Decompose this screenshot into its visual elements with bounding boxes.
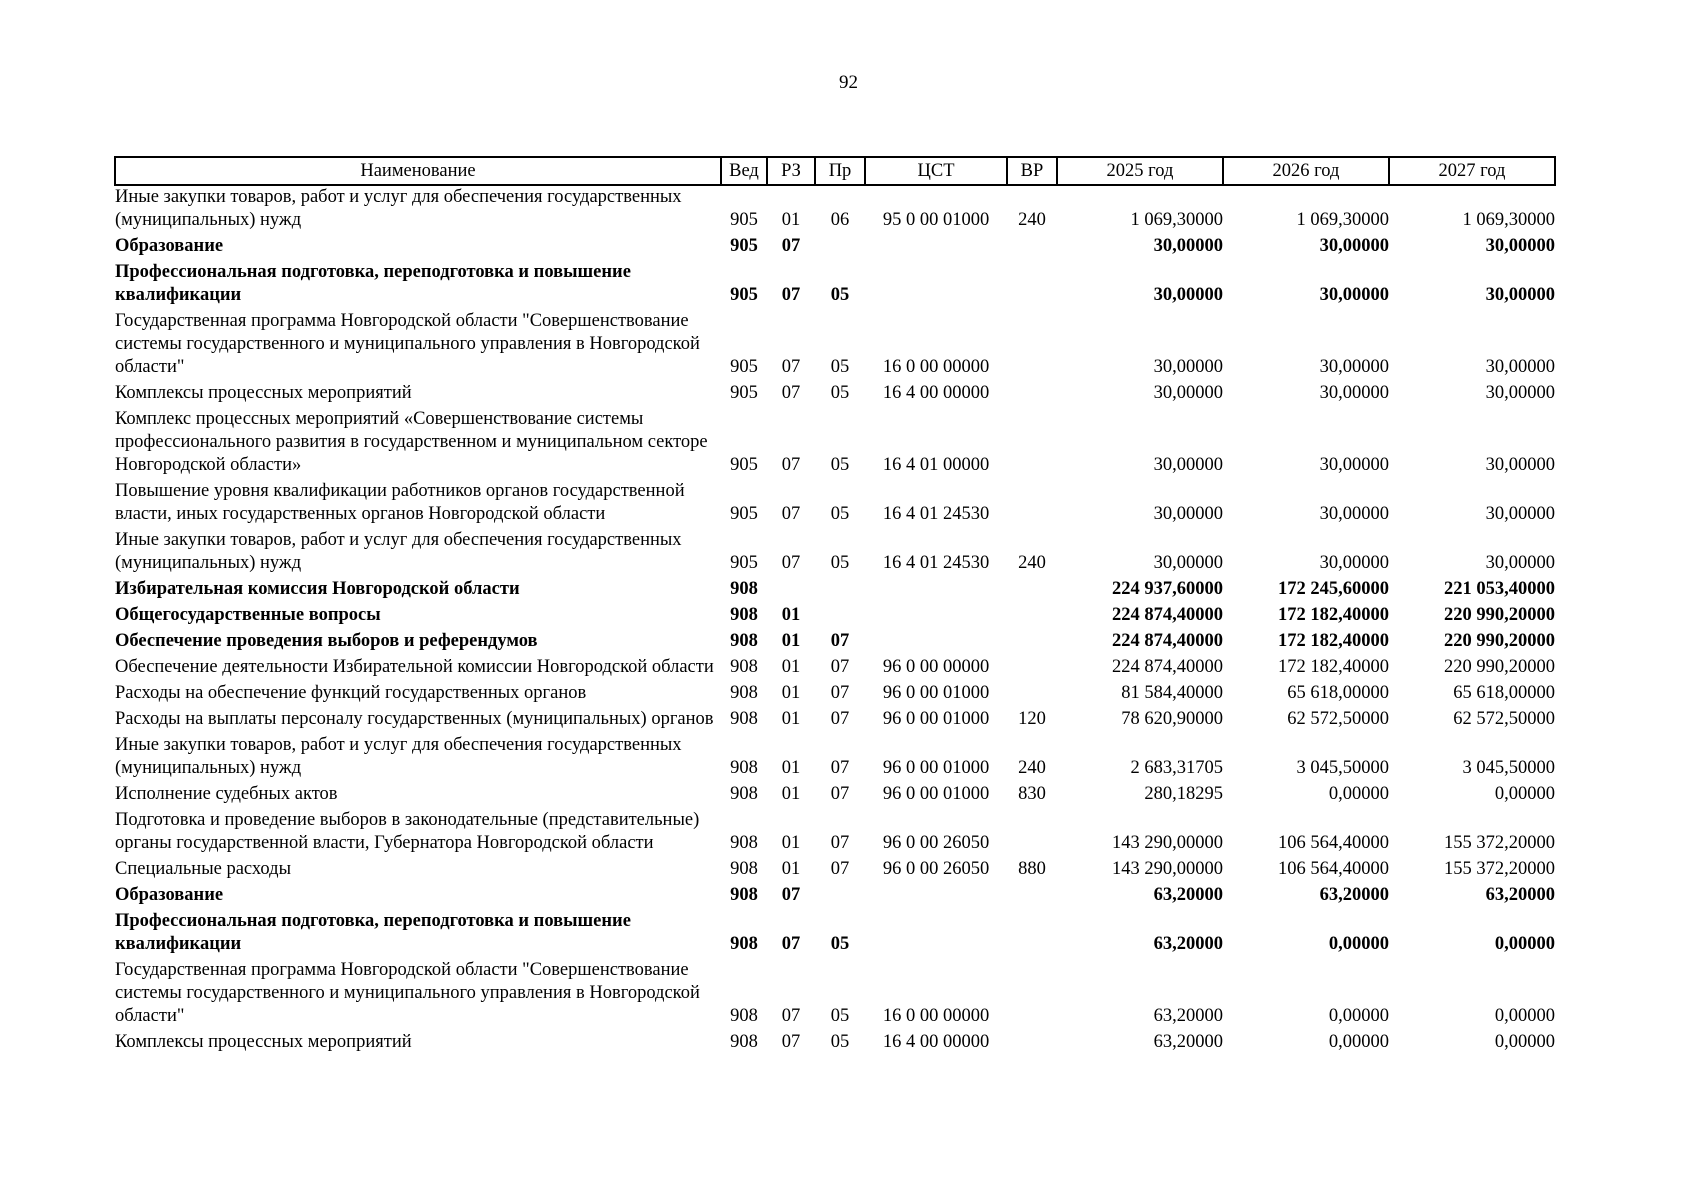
cell-y2025: 280,18295 [1144, 784, 1223, 804]
cell-rz: 01 [781, 758, 801, 778]
cell-y2025: 63,20000 [1153, 1006, 1223, 1026]
cell-rz: 01 [781, 833, 801, 853]
table-row [115, 185, 1555, 235]
cell-name: Обеспечение проведения выборов и референдумов [115, 631, 538, 651]
cell-rz: 07 [781, 285, 801, 305]
table-row [115, 1031, 1555, 1057]
cell-y2027: 220 990,20000 [1444, 657, 1555, 677]
table-row [115, 884, 1555, 910]
cell-vr [1007, 578, 1057, 604]
cell-ved: 908 [730, 1006, 758, 1026]
table-row [115, 235, 1555, 261]
header-ved: Вед [721, 157, 767, 185]
cell-cst: 16 4 01 24530 [882, 553, 990, 573]
cell-y2026: 172 182,40000 [1278, 605, 1389, 625]
cell-rz: 07 [781, 383, 801, 403]
cell-y2026: 30,00000 [1319, 285, 1389, 305]
cell-vr [1007, 682, 1057, 708]
cell-ved: 908 [730, 784, 758, 804]
cell-pr [815, 578, 865, 604]
table-row [115, 734, 1555, 783]
cell-pr [815, 604, 865, 630]
cell-pr: 07 [830, 709, 850, 729]
cell-y2026: 30,00000 [1319, 357, 1389, 377]
cell-y2025: 63,20000 [1153, 934, 1223, 954]
cell-rz: 01 [781, 210, 801, 230]
cell-y2025: 143 290,00000 [1112, 833, 1223, 853]
cell-pr: 06 [830, 210, 850, 230]
cell-cst [865, 261, 1007, 310]
cell-cst: 96 0 00 00000 [882, 657, 990, 677]
cell-pr: 05 [830, 504, 850, 524]
table-row [115, 809, 1555, 858]
cell-pr: 05 [830, 934, 850, 954]
cell-y2027: 63,20000 [1485, 885, 1555, 905]
cell-y2027: 30,00000 [1485, 504, 1555, 524]
cell-y2026: 63,20000 [1319, 885, 1389, 905]
cell-name: Расходы на обеспечение функций государственных органов [115, 683, 587, 703]
cell-rz: 01 [781, 657, 801, 677]
table-row [115, 910, 1555, 959]
cell-ved: 905 [730, 383, 758, 403]
cell-y2025: 143 290,00000 [1112, 859, 1223, 879]
header-cst: ЦСТ [865, 157, 1007, 185]
cell-rz: 01 [781, 709, 801, 729]
cell-cst: 16 0 00 00000 [882, 1006, 990, 1026]
cell-vr [1007, 656, 1057, 682]
cell-pr: 05 [830, 285, 850, 305]
cell-pr: 07 [830, 657, 850, 677]
cell-ved: 908 [730, 859, 758, 879]
cell-rz: 07 [781, 455, 801, 475]
cell-name: Иные закупки товаров, работ и услуг для обеспечения государственных (муниципальных) нужд [115, 530, 682, 573]
cell-y2027: 30,00000 [1485, 236, 1555, 256]
cell-y2025: 30,00000 [1153, 357, 1223, 377]
cell-vr: 880 [1018, 859, 1046, 879]
cell-name: Комплексы процессных мероприятий [115, 1032, 412, 1052]
cell-name: Профессиональная подготовка, переподготовка и повышение квалификации [115, 262, 631, 305]
cell-ved: 908 [730, 657, 758, 677]
cell-y2025: 78 620,90000 [1121, 709, 1223, 729]
cell-y2027: 30,00000 [1485, 553, 1555, 573]
cell-y2025: 81 584,40000 [1121, 683, 1223, 703]
cell-rz: 01 [781, 605, 801, 625]
cell-pr: 07 [830, 683, 850, 703]
cell-y2027: 220 990,20000 [1444, 631, 1555, 651]
table-row [115, 529, 1555, 578]
cell-ved: 905 [730, 285, 758, 305]
cell-ved: 908 [730, 833, 758, 853]
table-row [115, 959, 1555, 1031]
header-2026: 2026 год [1223, 157, 1389, 185]
cell-ved: 908 [730, 1032, 758, 1052]
cell-name: Образование [115, 885, 224, 905]
cell-cst: 96 0 00 01000 [882, 784, 990, 804]
cell-cst: 16 4 00 00000 [882, 1032, 990, 1052]
table-header-row [115, 157, 1555, 185]
cell-y2027: 3 045,50000 [1462, 758, 1555, 778]
cell-y2026: 172 245,60000 [1278, 579, 1389, 599]
cell-y2025: 30,00000 [1153, 455, 1223, 475]
header-rz: РЗ [767, 157, 815, 185]
cell-pr [815, 235, 865, 261]
cell-cst [865, 630, 1007, 656]
cell-ved: 908 [730, 885, 758, 905]
cell-y2027: 65 618,00000 [1453, 683, 1555, 703]
cell-y2027: 221 053,40000 [1444, 579, 1555, 599]
cell-y2026: 30,00000 [1319, 455, 1389, 475]
cell-y2027: 30,00000 [1485, 383, 1555, 403]
cell-rz: 01 [781, 784, 801, 804]
header-2025: 2025 год [1057, 157, 1223, 185]
cell-y2026: 106 564,40000 [1278, 859, 1389, 879]
cell-y2026: 1 069,30000 [1296, 210, 1389, 230]
cell-cst: 16 0 00 00000 [882, 357, 990, 377]
cell-cst: 16 4 00 00000 [882, 383, 990, 403]
cell-cst: 16 4 01 00000 [882, 455, 990, 475]
cell-rz: 07 [781, 934, 801, 954]
cell-y2027: 30,00000 [1485, 357, 1555, 377]
cell-name: Специальные расходы [115, 859, 291, 879]
cell-vr: 120 [1018, 709, 1046, 729]
cell-ved: 908 [730, 683, 758, 703]
cell-rz: 07 [781, 553, 801, 573]
cell-rz: 07 [781, 1032, 801, 1052]
cell-pr: 05 [830, 455, 850, 475]
cell-ved: 908 [730, 758, 758, 778]
table-row [115, 783, 1555, 809]
cell-y2025: 63,20000 [1153, 885, 1223, 905]
cell-name: Комплекс процессных мероприятий «Совершенствование системы профессионального развития в государственном и муниципальном секторе Новгородской области» [115, 409, 708, 475]
cell-vr [1007, 910, 1057, 959]
cell-y2025: 30,00000 [1153, 285, 1223, 305]
cell-y2026: 65 618,00000 [1287, 683, 1389, 703]
cell-y2025: 1 069,30000 [1130, 210, 1223, 230]
cell-cst [865, 235, 1007, 261]
cell-y2025: 224 937,60000 [1112, 579, 1223, 599]
cell-ved: 908 [730, 605, 758, 625]
cell-cst [865, 578, 1007, 604]
cell-y2025: 30,00000 [1153, 553, 1223, 573]
cell-pr: 07 [830, 784, 850, 804]
cell-y2026: 0,00000 [1328, 1006, 1389, 1026]
cell-vr [1007, 261, 1057, 310]
cell-vr [1007, 630, 1057, 656]
cell-name: Исполнение судебных актов [115, 784, 338, 804]
cell-ved: 905 [730, 357, 758, 377]
table-row [115, 408, 1555, 480]
cell-y2027: 0,00000 [1494, 1006, 1555, 1026]
cell-rz: 07 [781, 885, 801, 905]
cell-rz: 01 [781, 859, 801, 879]
cell-vr: 240 [1018, 553, 1046, 573]
cell-name: Государственная программа Новгородской области "Совершенствование системы государственного и муниципального управления в Новгородской области" [115, 311, 700, 377]
cell-y2027: 1 069,30000 [1462, 210, 1555, 230]
cell-name: Избирательная комиссия Новгородской области [115, 579, 520, 599]
cell-cst [865, 604, 1007, 630]
cell-name: Комплексы процессных мероприятий [115, 383, 412, 403]
cell-ved: 905 [730, 455, 758, 475]
cell-y2025: 30,00000 [1153, 236, 1223, 256]
cell-rz: 07 [781, 357, 801, 377]
cell-cst: 96 0 00 26050 [882, 859, 990, 879]
cell-name: Повышение уровня квалификации работников органов государственной власти, иных государственных органов Новгородской области [115, 481, 685, 524]
cell-y2026: 0,00000 [1328, 784, 1389, 804]
cell-y2027: 0,00000 [1494, 934, 1555, 954]
cell-ved: 908 [730, 709, 758, 729]
cell-y2026: 30,00000 [1319, 504, 1389, 524]
table-row [115, 578, 1555, 604]
cell-pr: 05 [830, 357, 850, 377]
cell-pr: 05 [830, 1032, 850, 1052]
cell-y2026: 3 045,50000 [1296, 758, 1389, 778]
cell-y2026: 172 182,40000 [1278, 657, 1389, 677]
cell-ved: 905 [730, 236, 758, 256]
header-vr: ВР [1007, 157, 1057, 185]
cell-y2027: 30,00000 [1485, 455, 1555, 475]
cell-name: Обеспечение деятельности Избирательной комиссии Новгородской области [115, 657, 714, 677]
cell-ved: 905 [730, 504, 758, 524]
cell-vr [1007, 310, 1057, 382]
cell-vr: 830 [1018, 784, 1046, 804]
cell-name: Образование [115, 236, 224, 256]
cell-ved: 908 [730, 579, 758, 599]
cell-y2026: 106 564,40000 [1278, 833, 1389, 853]
cell-cst: 96 0 00 26050 [882, 833, 990, 853]
cell-cst [865, 910, 1007, 959]
cell-ved: 905 [730, 553, 758, 573]
table-row [115, 310, 1555, 382]
cell-y2025: 30,00000 [1153, 504, 1223, 524]
cell-cst: 96 0 00 01000 [882, 758, 990, 778]
cell-y2027: 0,00000 [1494, 1032, 1555, 1052]
cell-vr: 240 [1018, 758, 1046, 778]
cell-y2027: 0,00000 [1494, 784, 1555, 804]
page-number: 92 [839, 72, 858, 93]
cell-y2025: 224 874,40000 [1112, 605, 1223, 625]
cell-y2025: 2 683,31705 [1130, 758, 1223, 778]
table-row [115, 858, 1555, 884]
cell-y2027: 62 572,50000 [1453, 709, 1555, 729]
cell-rz: 01 [781, 631, 801, 651]
cell-vr [1007, 809, 1057, 858]
table-row [115, 630, 1555, 656]
cell-cst: 96 0 00 01000 [882, 683, 990, 703]
header-2027: 2027 год [1389, 157, 1555, 185]
cell-name: Общегосударственные вопросы [115, 605, 381, 625]
cell-y2027: 220 990,20000 [1444, 605, 1555, 625]
cell-rz: 07 [781, 236, 801, 256]
cell-y2025: 224 874,40000 [1112, 631, 1223, 651]
cell-vr [1007, 604, 1057, 630]
table-row [115, 261, 1555, 310]
cell-y2027: 30,00000 [1485, 285, 1555, 305]
cell-pr: 05 [830, 553, 850, 573]
cell-y2025: 63,20000 [1153, 1032, 1223, 1052]
cell-y2026: 62 572,50000 [1287, 709, 1389, 729]
cell-rz: 07 [781, 1006, 801, 1026]
cell-cst: 96 0 00 01000 [882, 709, 990, 729]
cell-cst: 16 4 01 24530 [882, 504, 990, 524]
cell-vr [1007, 235, 1057, 261]
header-name: Наименование [115, 157, 721, 185]
cell-vr [1007, 959, 1057, 1031]
cell-y2026: 172 182,40000 [1278, 631, 1389, 651]
cell-rz: 07 [781, 504, 801, 524]
table-row [115, 382, 1555, 408]
cell-y2025: 224 874,40000 [1112, 657, 1223, 677]
table-row [115, 480, 1555, 529]
cell-cst [865, 884, 1007, 910]
cell-y2026: 30,00000 [1319, 236, 1389, 256]
cell-y2027: 155 372,20000 [1444, 833, 1555, 853]
cell-ved: 908 [730, 631, 758, 651]
cell-rz [767, 578, 815, 604]
cell-y2025: 30,00000 [1153, 383, 1223, 403]
cell-pr: 05 [830, 383, 850, 403]
cell-vr: 240 [1018, 210, 1046, 230]
cell-name: Иные закупки товаров, работ и услуг для обеспечения государственных (муниципальных) нужд [115, 187, 682, 230]
budget-table [114, 156, 1556, 1057]
cell-ved: 905 [730, 210, 758, 230]
table-row [115, 682, 1555, 708]
cell-vr [1007, 480, 1057, 529]
cell-rz: 01 [781, 683, 801, 703]
cell-y2026: 0,00000 [1328, 934, 1389, 954]
cell-vr [1007, 408, 1057, 480]
cell-vr [1007, 382, 1057, 408]
cell-vr [1007, 1031, 1057, 1057]
cell-vr [1007, 884, 1057, 910]
cell-name: Иные закупки товаров, работ и услуг для обеспечения государственных (муниципальных) нужд [115, 735, 682, 778]
table-row [115, 656, 1555, 682]
cell-name: Государственная программа Новгородской области "Совершенствование системы государственного и муниципального управления в Новгородской области" [115, 960, 700, 1026]
cell-y2027: 155 372,20000 [1444, 859, 1555, 879]
cell-pr [815, 884, 865, 910]
cell-pr: 05 [830, 1006, 850, 1026]
cell-pr: 07 [830, 631, 850, 651]
cell-name: Подготовка и проведение выборов в законодательные (представительные) органы государственной власти, Губернатора Новгородской области [115, 810, 700, 853]
cell-name: Расходы на выплаты персоналу государственных (муниципальных) органов [115, 709, 714, 729]
cell-pr: 07 [830, 758, 850, 778]
cell-y2026: 0,00000 [1328, 1032, 1389, 1052]
header-pr: Пр [815, 157, 865, 185]
table-row [115, 604, 1555, 630]
cell-cst: 95 0 00 01000 [882, 210, 990, 230]
cell-pr: 07 [830, 833, 850, 853]
cell-name: Профессиональная подготовка, переподготовка и повышение квалификации [115, 911, 631, 954]
cell-pr: 07 [830, 859, 850, 879]
cell-ved: 908 [730, 934, 758, 954]
cell-y2026: 30,00000 [1319, 383, 1389, 403]
cell-y2026: 30,00000 [1319, 553, 1389, 573]
table-row [115, 708, 1555, 734]
